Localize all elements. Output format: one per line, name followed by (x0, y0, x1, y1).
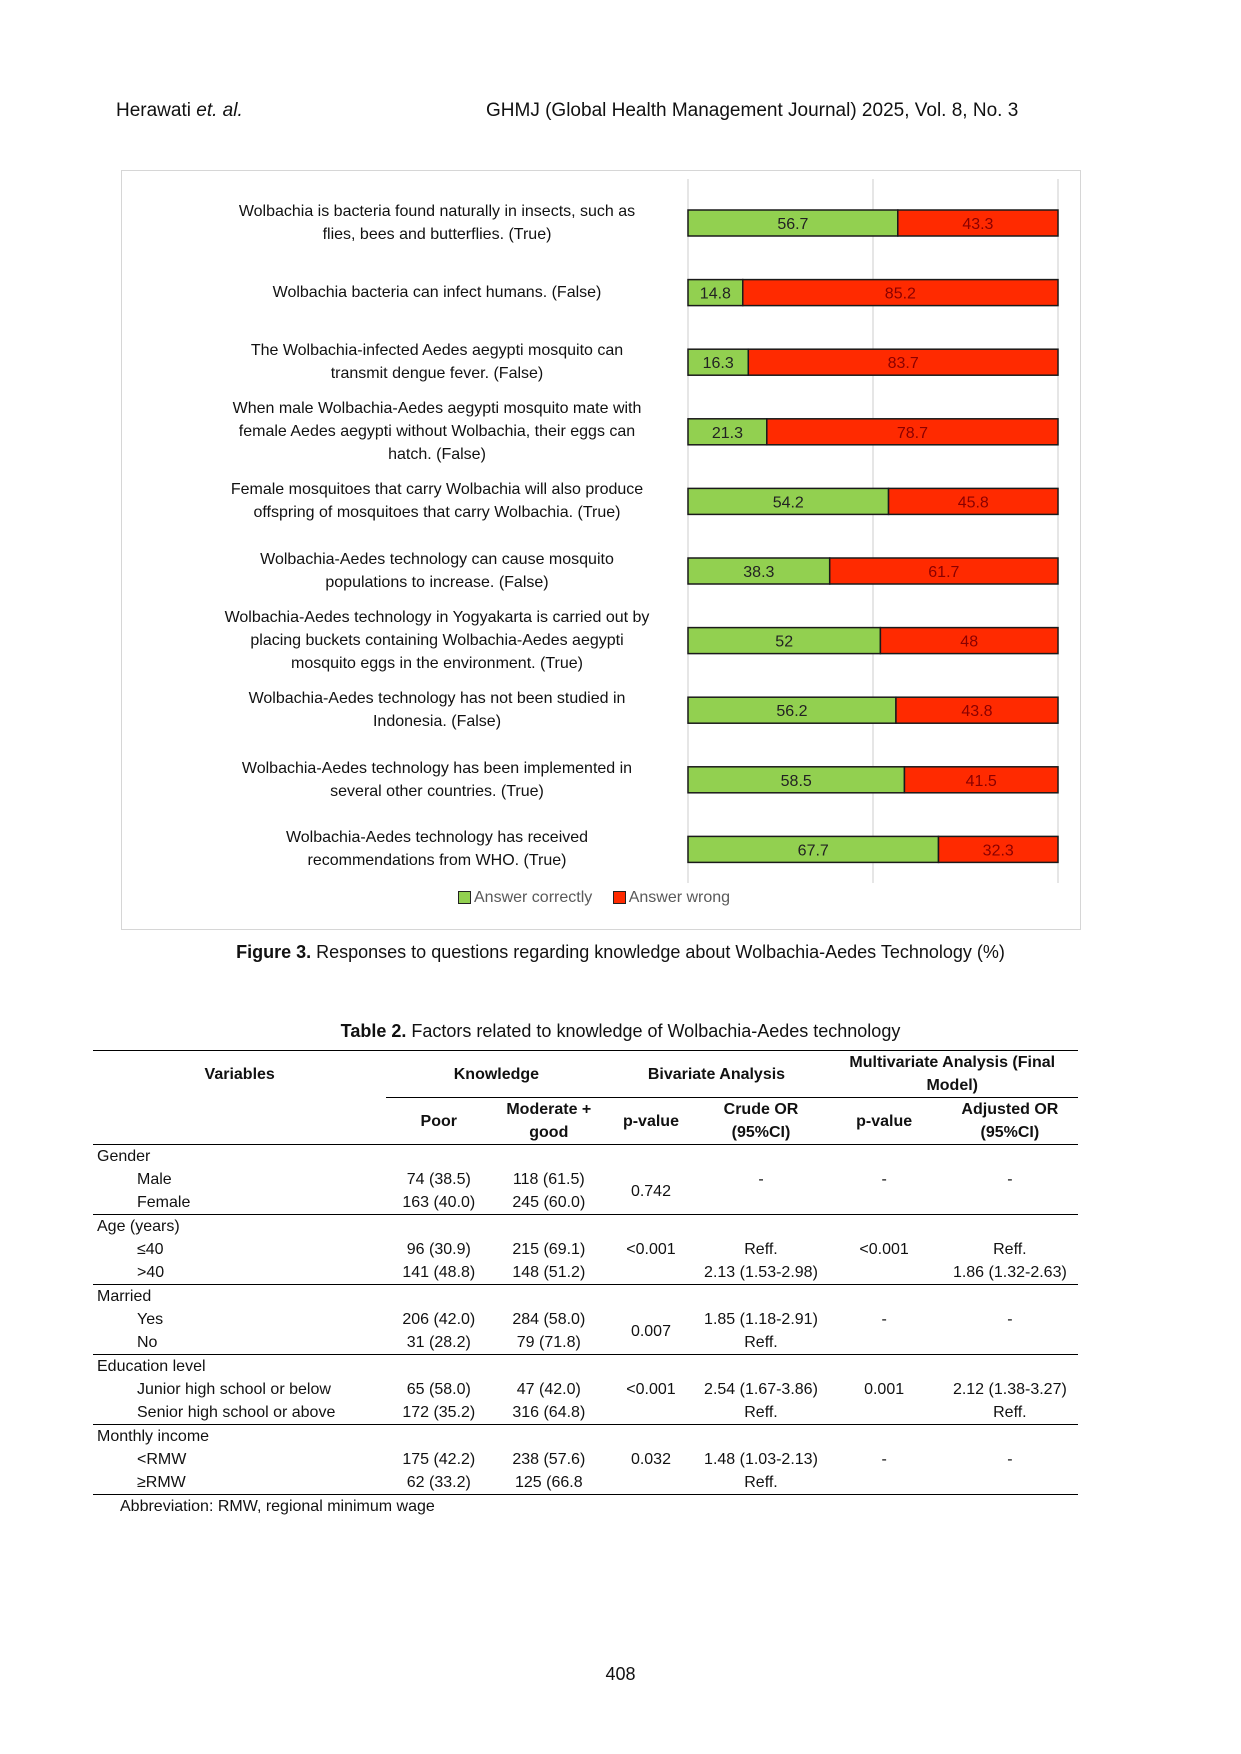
cell-moderate: 316 (64.8) (512, 1404, 586, 1421)
cell-pvalue-2: 0.001 (864, 1381, 905, 1398)
cell-poor: 96 (30.9) (406, 1241, 471, 1258)
cell-pvalue (606, 1471, 695, 1495)
legend-swatch-correct (458, 891, 471, 904)
cell-pvalue: 0.742 (630, 1182, 671, 1200)
figure-3-chart (121, 170, 1081, 930)
col-variables: Variables (204, 1065, 275, 1083)
data-label-wrong-1: 43.3 (962, 216, 994, 233)
cell-pvalue-2 (826, 1331, 941, 1355)
row-label: ≤40 (137, 1241, 164, 1258)
data-label-wrong-8: 43.8 (961, 703, 993, 721)
figure-caption (0, 942, 1241, 963)
cell-adjusted-or: - (1007, 1311, 1013, 1328)
col-bivariate: Bivariate Analysis (647, 1065, 786, 1083)
row-label: >40 (137, 1264, 165, 1281)
col-multivariate (826, 1051, 1078, 1098)
chart-legend (458, 889, 746, 907)
question-label-line: Wolbachia-Aedes technology has not been studied in (248, 690, 626, 708)
data-label-correct-9: 58.5 (780, 772, 812, 790)
cell-moderate: 215 (69.1) (512, 1241, 586, 1258)
cell-crude-or: Reff. (744, 1404, 778, 1421)
table-body (93, 1145, 1078, 1495)
cell-adjusted-or: 1.86 (1.32-2.63) (952, 1264, 1067, 1281)
data-label-wrong-3: 83.7 (887, 355, 919, 373)
table-row (93, 1261, 1078, 1285)
question-label-line: Wolbachia bacteria can infect humans. (False) (272, 284, 602, 302)
question-label-line: Wolbachia-Aedes technology in Yogyakarta is carried out by (224, 609, 650, 627)
data-label-correct-3: 16.3 (702, 355, 734, 373)
figure-caption-text: Responses to questions regarding knowledge about Wolbachia-Aedes Technology (%) (316, 942, 1005, 962)
table-row (93, 1308, 1078, 1331)
table-group-header (93, 1425, 1078, 1449)
cell-moderate: 47 (42.0) (516, 1381, 581, 1398)
page-number: 408 (605, 1664, 636, 1684)
question-label-line: mosquito eggs in the environment. (True) (291, 655, 583, 673)
legend-label-correct: Answer correctly (474, 889, 593, 906)
group-name: Age (years) (97, 1218, 180, 1235)
cell-poor: 163 (40.0) (402, 1194, 476, 1211)
question-label-line: The Wolbachia-infected Aedes aegypti mosquito can (250, 342, 624, 360)
cell-pvalue-2 (826, 1191, 941, 1215)
cell-adjusted-or: - (1007, 1171, 1013, 1188)
legend-swatch-wrong (613, 891, 626, 904)
cell-moderate: 284 (58.0) (512, 1311, 586, 1328)
stacked-bar-chart (122, 171, 1079, 928)
question-label-line: flies, bees and butterflies. (True) (322, 226, 552, 243)
table-row (93, 1448, 1078, 1471)
legend-item-correct (458, 889, 592, 906)
cell-crude-or: Reff. (744, 1334, 778, 1351)
table-row (93, 1238, 1078, 1261)
data-label-wrong-7: 48 (960, 633, 979, 651)
question-label-line: recommendations from WHO. (True) (307, 852, 567, 870)
table-row (93, 1168, 1078, 1191)
group-name: Married (97, 1288, 152, 1305)
row-label: Junior high school or below (137, 1381, 331, 1398)
table-row (93, 1401, 1078, 1425)
cell-poor: 62 (33.2) (406, 1474, 471, 1491)
cell-crude-or: 1.85 (1.18-2.91) (704, 1311, 818, 1328)
group-name: Monthly income (97, 1428, 210, 1445)
cell-adjusted-or (942, 1331, 1078, 1355)
cell-crude-or: Reff. (744, 1474, 778, 1491)
cell-pvalue (606, 1261, 695, 1285)
cell-moderate: 118 (61.5) (512, 1171, 585, 1188)
data-label-correct-8: 56.2 (776, 703, 808, 721)
cell-moderate: 125 (66.8 (515, 1474, 583, 1491)
row-label: Female (137, 1194, 191, 1211)
cell-poor: 206 (42.0) (402, 1311, 476, 1328)
col-blank (93, 1098, 386, 1145)
data-label-correct-1: 56.7 (777, 216, 809, 233)
cell-crude-or: Reff. (744, 1241, 778, 1258)
cell-poor: 31 (28.2) (406, 1334, 471, 1351)
table-row (93, 1471, 1078, 1495)
cell-pvalue-2: - (881, 1171, 887, 1188)
data-label-correct-7: 52 (775, 633, 794, 651)
table-group-header (93, 1145, 1078, 1169)
cell-adjusted-or (942, 1471, 1078, 1495)
question-label-line: populations to increase. (False) (325, 574, 549, 591)
cell-moderate: 148 (51.2) (512, 1264, 586, 1281)
authors-text: Herawati (116, 100, 191, 121)
col-pvalue-2: p-value (826, 1098, 941, 1145)
authors-suffix: et. al. (196, 100, 243, 121)
col-pvalue: p-value (606, 1098, 695, 1145)
table-group-header (93, 1215, 1078, 1239)
data-label-correct-5: 54.2 (772, 494, 804, 512)
cell-pvalue-2: <0.001 (859, 1241, 909, 1258)
data-label-correct-2: 14.8 (699, 285, 731, 303)
table-row (93, 1331, 1078, 1355)
table-caption-label: Table 2. (340, 1021, 407, 1041)
cell-poor: 175 (42.2) (402, 1451, 476, 1468)
cell-crude-or (696, 1191, 827, 1215)
cell-adjusted-or: Reff. (993, 1241, 1027, 1258)
question-label-line: hatch. (False) (388, 446, 486, 464)
question-label-line: Wolbachia is bacteria found naturally in insects, such as (238, 203, 636, 220)
table-caption-text: Factors related to knowledge of Wolbachia-Aedes technology (411, 1021, 901, 1041)
cell-moderate: 245 (60.0) (512, 1194, 586, 1211)
data-label-wrong-6: 61.7 (928, 564, 960, 581)
question-label-line: Wolbachia-Aedes technology can cause mosquito (260, 551, 614, 568)
cell-poor: 172 (35.2) (402, 1404, 476, 1421)
cell-pvalue: <0.001 (626, 1241, 676, 1258)
cell-pvalue-2 (826, 1401, 941, 1425)
cell-poor: 65 (58.0) (406, 1381, 471, 1398)
data-label-wrong-9: 41.5 (965, 772, 997, 790)
table-abbreviation: Abbreviation: RMW, regional minimum wage (120, 1498, 435, 1515)
row-label: ≥RMW (137, 1474, 186, 1491)
table-group-header (93, 1355, 1078, 1379)
table-2 (93, 1050, 1078, 1495)
data-label-correct-10: 67.7 (797, 842, 829, 860)
question-label-line: several other countries. (True) (330, 782, 544, 800)
cell-moderate: 238 (57.6) (512, 1451, 586, 1468)
data-label-wrong-4: 78.7 (896, 424, 928, 442)
cell-crude-or: 1.48 (1.03-2.13) (704, 1451, 818, 1468)
row-label: Male (137, 1171, 172, 1188)
cell-crude-or: 2.54 (1.67-3.86) (704, 1381, 818, 1398)
group-name: Education level (97, 1358, 206, 1375)
col-multivariate-text: Multivariate Analysis (Final Model) (849, 1054, 1056, 1094)
question-label-line: female Aedes aegypti without Wolbachia, their eggs can (238, 423, 636, 441)
table-caption (0, 1021, 1241, 1042)
cell-adjusted-or: 2.12 (1.38-3.27) (952, 1381, 1067, 1398)
cell-moderate: 79 (71.8) (516, 1334, 581, 1351)
cell-poor: 74 (38.5) (406, 1171, 471, 1188)
question-label-line: When male Wolbachia-Aedes aegypti mosquito mate with (232, 400, 642, 418)
cell-pvalue: 0.032 (630, 1451, 671, 1468)
question-label-line: placing buckets containing Wolbachia-Aedes aegypti (250, 632, 624, 650)
col-poor: Poor (386, 1098, 491, 1145)
running-header-authors (116, 100, 243, 122)
data-label-correct-6: 38.3 (743, 564, 775, 581)
data-label-wrong-5: 45.8 (957, 494, 989, 512)
cell-pvalue-2 (826, 1261, 941, 1285)
question-label-line: Female mosquitoes that carry Wolbachia will also produce (230, 481, 644, 499)
cell-pvalue-2: - (881, 1451, 887, 1468)
data-label-correct-4: 21.3 (711, 424, 743, 442)
data-label-wrong-2: 85.2 (884, 285, 916, 303)
running-header-journal: GHMJ (Global Health Management Journal) 2025, Vol. 8, No. 3 (486, 100, 1019, 121)
cell-pvalue: 0.007 (630, 1322, 671, 1340)
row-label: <RMW (137, 1451, 187, 1468)
legend-item-wrong (613, 889, 730, 906)
col-adjusted-or: Adjusted OR (95%CI) (942, 1098, 1078, 1145)
group-name: Gender (97, 1148, 151, 1165)
data-label-wrong-10: 32.3 (982, 842, 1014, 860)
table-group-header (93, 1285, 1078, 1309)
cell-poor: 141 (48.8) (402, 1264, 476, 1281)
question-label-line: Indonesia. (False) (372, 713, 502, 731)
row-label: No (137, 1334, 158, 1351)
question-label-line: transmit dengue fever. (False) (330, 365, 544, 383)
cell-pvalue: <0.001 (626, 1381, 676, 1398)
question-label-line: Wolbachia-Aedes technology has been implemented in (241, 759, 633, 777)
cell-adjusted-or: - (1007, 1451, 1013, 1468)
question-label-line: offspring of mosquitoes that carry Wolbachia. (True) (253, 504, 621, 522)
cell-crude-or: - (758, 1171, 764, 1188)
cell-crude-or: 2.13 (1.53-2.98) (704, 1264, 818, 1281)
cell-adjusted-or: Reff. (993, 1404, 1027, 1421)
figure-caption-label: Figure 3. (236, 942, 312, 962)
col-crude-or: Crude OR (95%CI) (696, 1098, 827, 1145)
table-row (93, 1378, 1078, 1401)
legend-label-wrong: Answer wrong (628, 889, 731, 906)
cell-pvalue (606, 1401, 695, 1425)
row-label: Yes (137, 1311, 164, 1328)
row-label: Senior high school or above (137, 1404, 336, 1421)
cell-pvalue-2: - (881, 1311, 887, 1328)
col-knowledge: Knowledge (453, 1065, 540, 1083)
question-label-line: Wolbachia-Aedes technology has received (285, 829, 589, 847)
table-row (93, 1191, 1078, 1215)
cell-adjusted-or (942, 1191, 1078, 1215)
cell-pvalue-2 (826, 1471, 941, 1495)
col-moderate: Moderate + good (491, 1098, 606, 1145)
